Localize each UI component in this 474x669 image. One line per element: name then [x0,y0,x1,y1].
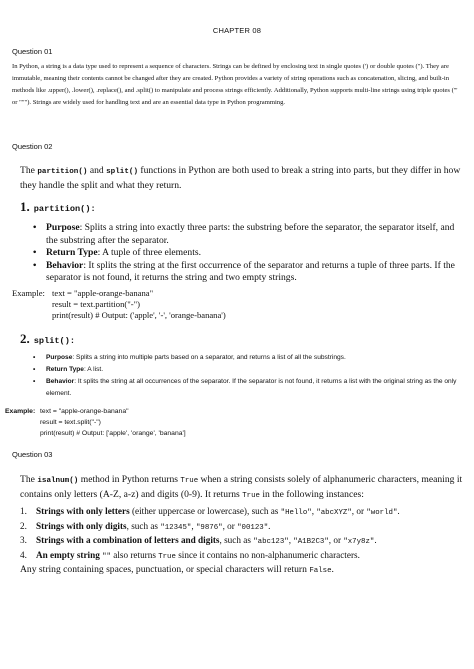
list-item [20,549,464,564]
inline-code: "A1B2C3" [293,538,329,546]
item-text: . [374,535,377,545]
section-partition-heading [20,198,96,216]
list-item [32,376,464,400]
bullet-text: : It splits the string at all occurrences of the separator. If the separator is not found, it returns a list with the original string as the only element. [46,378,457,397]
bullet-text: : Splits a string into multiple parts based on a separator, and returns a list of all the substrings. [72,354,346,361]
question-02-heading: Question 02 [12,142,53,151]
item-text: , [288,535,294,545]
split-example-label: Example: [5,408,36,415]
bullet-text: : A tuple of three elements. [97,247,201,258]
list-item [20,520,464,535]
item-text: , such as [126,520,161,531]
bullet-label: Behavior [46,378,75,385]
intro-text: method in Python returns [78,474,181,485]
list-item [32,222,464,247]
intro-text: The [20,165,38,176]
bullet-label: Purpose [46,222,80,233]
split-bullet-list [32,352,464,400]
list-item [20,534,464,549]
list-item [32,247,464,260]
inline-code: "abc123" [253,538,289,546]
section-colon: : [90,204,96,214]
item-bold: Strings with only letters [36,506,130,516]
inline-code: True [242,492,260,500]
isalnum-cases-list [20,505,464,563]
question-01-text: In Python, a string is a data type used to represent a sequence of characters. Strings can be defined by enclosing text in single quotes (') or double quotes ("). They are immutable, meaning their contents cannot be changed after they are created. Python provides a variety of string operations such as concatenation, slicing, and built-in methods like .upper(), .lower(), .replace(), and .split() to manipulate and process strings efficiently. Additionally, Python supports multi-line strings using triple quotes (''' or """). Strings are widely used for handling text and are an essential data type in Python programming. [12,63,458,106]
item-text: , or [328,535,344,545]
list-item [32,364,464,376]
inline-code: split() [106,168,139,176]
intro-text: The [20,474,38,485]
item-text: . [268,520,271,531]
bullet-text: : It splits the string at the first occurrence of the separator and returns a tuple of three parts. If the separator is not found, it returns the string and two empty strings. [46,259,455,283]
inline-code: "Hello" [280,509,312,517]
inline-code: "x7y8z" [343,538,375,546]
item-text: . [397,506,400,516]
section-split-heading [20,330,75,348]
inline-code: isalnum() [37,477,79,485]
inline-code: "00123" [237,523,269,532]
inline-code: False [309,567,332,575]
code-line: print(result) # Output: ('apple', '-', 'orange-banana') [52,310,226,320]
intro-text: functions in Python are both used to break a string into parts, but they differ in how they handle the split and what they return. [20,165,461,191]
inline-code: partition() [37,168,88,176]
inline-code: True [180,477,199,485]
item-number: 1. [20,506,27,516]
section-code: split() [33,336,70,346]
section-number: 1. [20,199,30,214]
bullet-label: Return Type [46,366,84,373]
list-item [20,505,464,520]
question-03-heading: Question 03 [12,450,53,459]
inline-code: "12345" [160,523,192,532]
item-number: 2. [20,520,27,531]
partition-example-label: Example: [12,288,45,298]
inline-code: True [158,552,176,561]
bullet-label: Return Type [46,247,98,258]
item-bold: Strings with a combination of letters and digits [36,535,220,545]
outro-text: Any string containing spaces, punctuation, or special characters will return [20,564,310,575]
section-code: partition() [33,204,91,214]
item-bold: An empty string [36,549,100,560]
item-text: since it contains no non-alphanumeric characters. [175,549,360,560]
bullet-label: Purpose [46,354,73,361]
section-colon: : [69,336,76,346]
item-bold: Strings with only digits [36,520,127,531]
code-line: result = text.split("-") [40,419,101,426]
item-text: , or [351,506,367,516]
item-number: 4. [20,549,27,560]
inline-code: "9876" [195,523,223,532]
question-03-intro [20,473,464,503]
intro-text: and [87,165,107,176]
item-text: , such as [219,535,254,545]
list-item [32,352,464,364]
item-text: , [311,506,317,516]
intro-text: when a string consists solely of alphanumeric characters, meaning it contains only letters (A-Z, a-z) and digits (0-9). It returns [20,474,463,500]
inline-code: "world" [366,509,398,517]
item-number: 3. [20,535,27,545]
question-02-intro [20,164,464,192]
question-03-outro [20,563,464,578]
list-item [32,260,464,285]
item-text: , [191,520,196,531]
inline-code: "" [102,552,111,561]
code-line: print(result) # Output: ['apple', 'orange', 'banana'] [40,430,186,437]
partition-example-code [52,288,226,321]
intro-text: in the following instances: [259,489,364,500]
partition-bullet-list [32,222,464,285]
code-line: text = "apple-orange-banana" [40,408,129,415]
split-example-code [40,406,186,439]
code-line: result = text.partition("-") [52,299,140,309]
question-01-heading: Question 01 [12,47,53,56]
item-text: , or [222,520,238,531]
chapter-title: CHAPTER 08 [212,26,262,35]
bullet-text: : Splits a string into exactly three parts: the substring before the separator, the separator itself, and the substring after the separator. [46,222,455,246]
item-text: (either uppercase or lowercase), such as [129,506,281,516]
bullet-label: Behavior [46,259,84,271]
bullet-text: : A list. [83,366,104,373]
section-number: 2. [20,331,30,346]
code-line: text = "apple-orange-banana" [52,288,154,298]
item-text: also returns [110,549,159,560]
inline-code: "abcXYZ" [316,509,352,517]
outro-text: . [331,564,334,575]
